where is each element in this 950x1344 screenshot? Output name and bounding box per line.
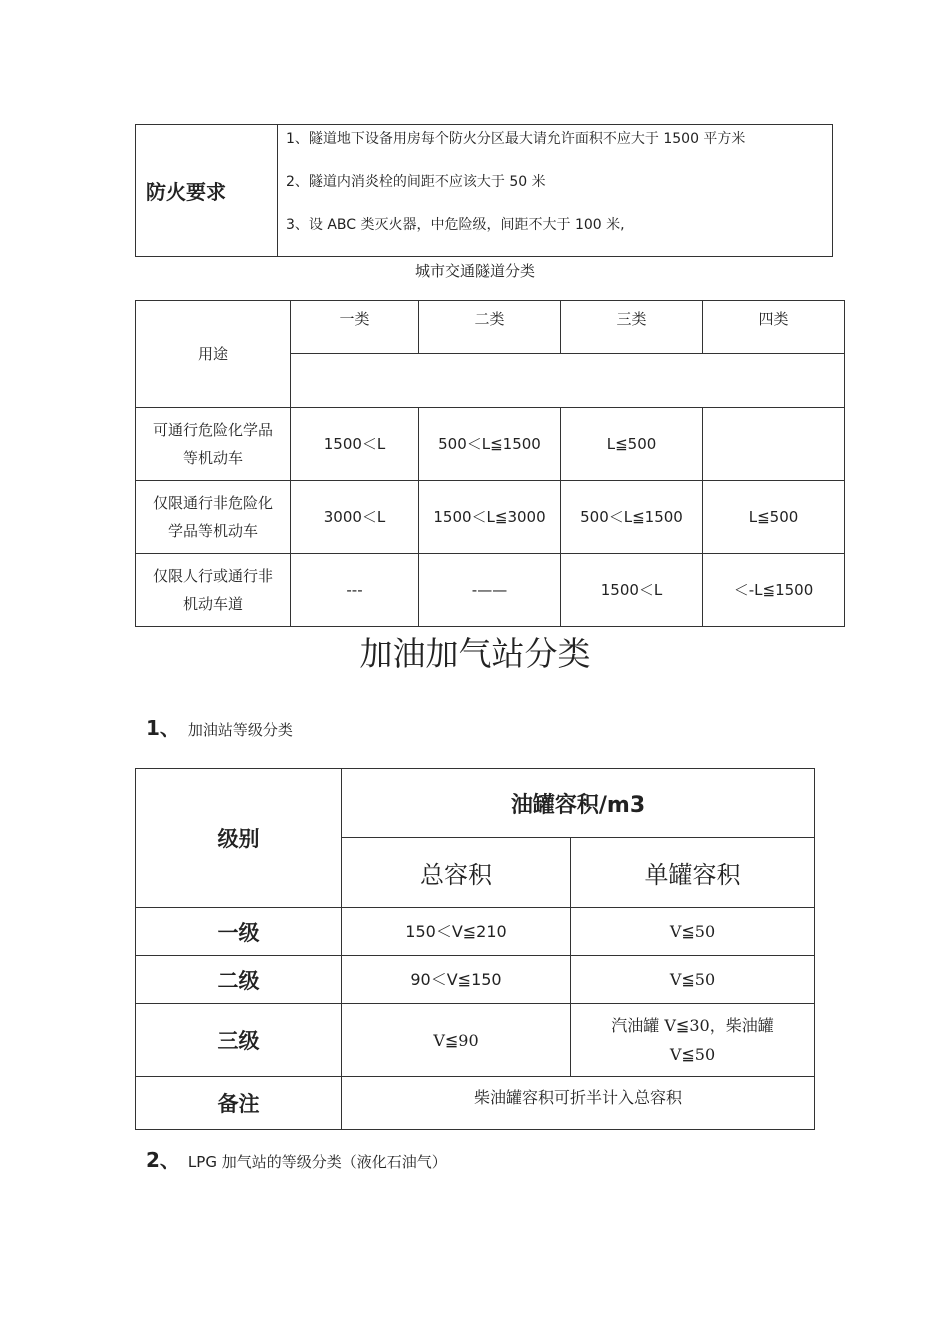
length-cell: -—— xyxy=(419,554,561,627)
fire-requirements-lines xyxy=(278,125,833,257)
list-item xyxy=(146,712,293,741)
table-row xyxy=(136,1077,815,1130)
table-row xyxy=(136,408,845,481)
class-header: 一类 xyxy=(291,301,419,354)
grade-cell: 二级 xyxy=(136,956,342,1004)
table-row xyxy=(136,1004,815,1077)
section-heading: 加油加气站分类 xyxy=(359,634,591,673)
length-cell: 1500＜L xyxy=(291,408,419,481)
length-cell: --- xyxy=(291,554,419,627)
usage-cell: 仅限人行或通行非 机动车道 xyxy=(136,554,291,627)
table-row xyxy=(136,554,845,627)
usage-cell: 仅限通行非危险化 学品等机动车 xyxy=(136,481,291,554)
gas-station-grade-table xyxy=(135,768,815,1130)
grade-header: 级别 xyxy=(136,769,342,908)
usage-cell: 可通行危险化学品 等机动车 xyxy=(136,408,291,481)
fire-requirements-table xyxy=(135,124,833,257)
grade-cell: 三级 xyxy=(136,1004,342,1077)
list-item xyxy=(146,1144,447,1173)
single-cell: V≦50 xyxy=(571,908,815,956)
class-header: 三类 xyxy=(561,301,703,354)
tunnel-caption: 城市交通隧道分类 xyxy=(414,262,535,280)
capacity-header: 油罐容积/m3 xyxy=(342,769,815,838)
length-cell: 500＜L≦1500 xyxy=(419,408,561,481)
class-header: 二类 xyxy=(419,301,561,354)
table-row xyxy=(136,481,845,554)
usage-header: 用途 xyxy=(136,301,291,408)
length-cell: 1500＜L xyxy=(561,554,703,627)
tunnel-classification-table xyxy=(135,300,845,627)
remark-cell: 柴油罐容积可折半计入总容积 xyxy=(342,1077,815,1130)
list-item-number: 1、 xyxy=(146,716,180,740)
length-cell: 1500＜L≦3000 xyxy=(419,481,561,554)
total-cell: 150＜V≦210 xyxy=(342,908,571,956)
total-cell: 90＜V≦150 xyxy=(342,956,571,1004)
length-cell: 3000＜L xyxy=(291,481,419,554)
table-row xyxy=(136,908,815,956)
table-row xyxy=(136,956,815,1004)
list-item-text: LPG 加气站的等级分类（液化石油气） xyxy=(187,1153,447,1171)
total-cell: V≦90 xyxy=(342,1004,571,1077)
length-cell: ＜-L≦1500 xyxy=(703,554,845,627)
length-cell xyxy=(703,408,845,481)
fire-requirement-line: 3、设 ABC 类灭火器，中危险级，间距不大于 100 米, xyxy=(286,217,625,233)
length-cell: 500＜L≦1500 xyxy=(561,481,703,554)
list-item-text: 加油站等级分类 xyxy=(187,721,293,739)
single-capacity-header: 单罐容积 xyxy=(571,838,815,908)
grade-cell: 一级 xyxy=(136,908,342,956)
length-cell: L≦500 xyxy=(561,408,703,481)
list-item-number: 2、 xyxy=(146,1148,180,1172)
class-header: 四类 xyxy=(703,301,845,354)
total-capacity-header: 总容积 xyxy=(342,838,571,908)
remark-label: 备注 xyxy=(136,1077,342,1130)
fire-requirements-label: 防火要求 xyxy=(136,125,278,257)
fire-requirement-line: 2、隧道内消炎栓的间距不应该大于 50 米 xyxy=(286,174,546,190)
single-cell: V≦50 xyxy=(571,956,815,1004)
empty-cell xyxy=(291,354,845,408)
length-cell: L≦500 xyxy=(703,481,845,554)
single-cell: 汽油罐 V≦30，柴油罐 V≦50 xyxy=(571,1004,815,1077)
fire-requirement-line: 1、隧道地下设备用房每个防火分区最大请允许面积不应大于 1500 平方米 xyxy=(286,131,746,147)
